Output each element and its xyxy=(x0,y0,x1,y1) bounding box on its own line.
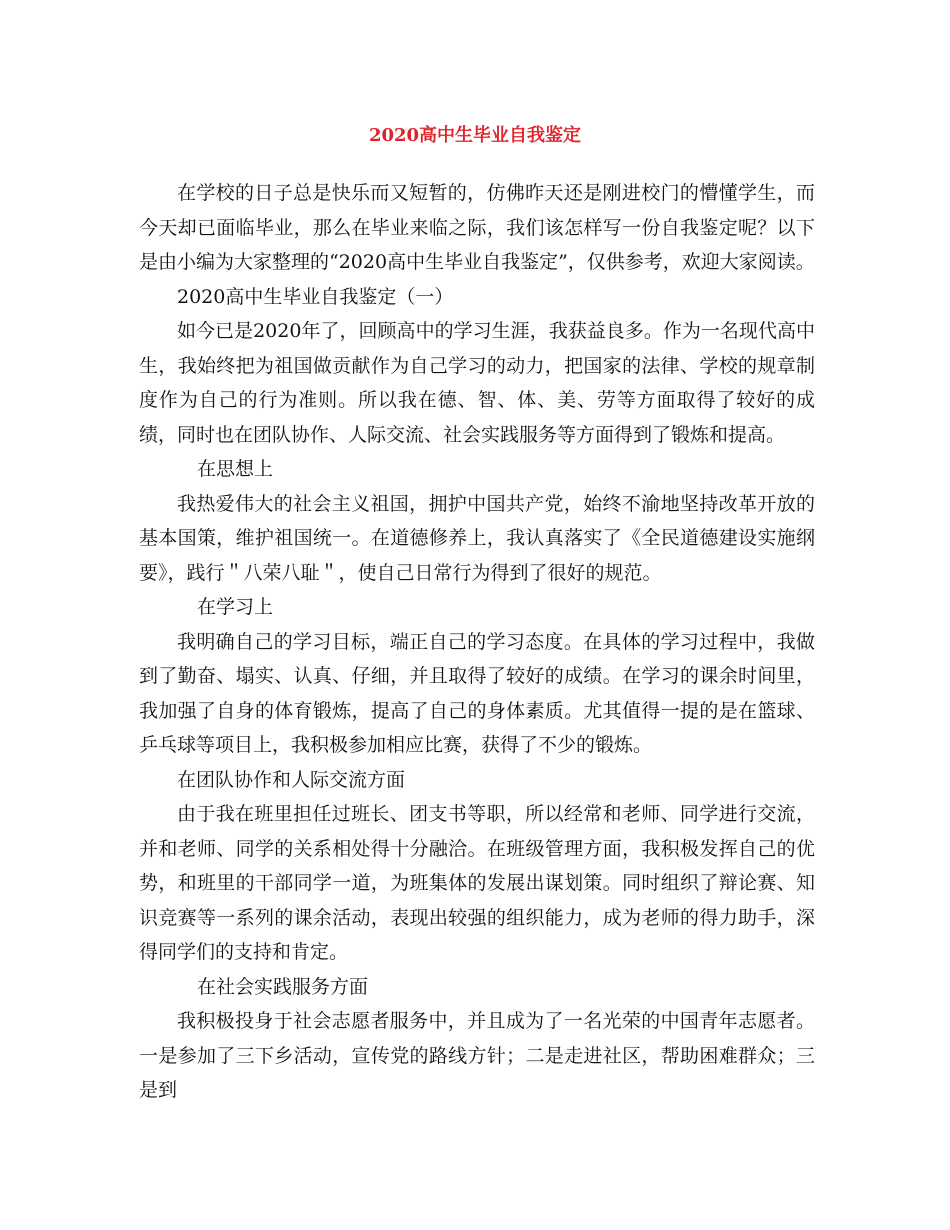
body-paragraph: 由于我在班里担任过班长、团支书等职，所以经常和老师、同学进行交流，并和老师、同学的关系相处得十分融洽。在班级管理方面，我积极发挥自己的优势，和班里的干部同学一道，为班集体的发展出谋划策。同时组织了辩论赛、知识竞赛等一系列的课余活动，表现出较强的组织能力，成为老师的得力助手，深得同学们的支持和肯定。 xyxy=(139,803,815,963)
body-paragraph: 我明确自己的学习目标，端正自己的学习态度。在具体的学习过程中，我做到了勤奋、塌实、认真、仔细，并且取得了较好的成绩。在学习的课余时间里，我加强了自身的体育锻炼，提高了自己的身体素质。尤其值得一提的是在篮球、乒乓球等项目上，我积极参加相应比赛，获得了不少的锻炼。 xyxy=(139,630,815,756)
subheading-teamwork: 在团队协作和人际交流方面 xyxy=(177,768,406,791)
body-paragraph: 我积极投身于社会志愿者服务中，并且成为了一名光荣的中国青年志愿者。一是参加了三下乡活动，宣传党的路线方针；二是走进社区，帮助困难群众；三是到 xyxy=(139,1010,815,1101)
document-body xyxy=(139,176,815,1108)
subheading-social-practice: 在社会实践服务方面 xyxy=(197,975,369,998)
body-paragraph: 我热爱伟大的社会主义祖国，拥护中国共产党，始终不渝地坚持改革开放的基本国策，维护祖国统一。在道德修养上，我认真落实了《全民道德建设实施纲要》，践行＂八荣八耻＂，使自己日常行为得到了很好的规范。 xyxy=(139,492,815,584)
body-paragraph: 如今已是2020年了，回顾高中的学习生涯，我获益良多。作为一名现代高中生，我始终把为祖国做贡献作为自己学习的动力，把国家的法律、学校的规章制度作为自己的行为准则。所以我在德、智、体、美、劳等方面取得了较好的成绩，同时也在团队协作、人际交流、社会实践服务等方面得到了锻炼和提高。 xyxy=(139,320,815,446)
subheading-ideology: 在思想上 xyxy=(197,458,274,480)
document-title: 2020高中生毕业自我鉴定 xyxy=(368,125,582,146)
subheading-study: 在学习上 xyxy=(197,596,274,618)
section-heading-part-one: 2020高中生毕业自我鉴定（一） xyxy=(177,285,454,308)
intro-paragraph: 在学校的日子总是快乐而又短暂的，仿佛昨天还是刚进校门的懵懂学生，而今天却已面临毕业，那么在毕业来临之际，我们该怎样写一份自我鉴定呢？以下是由小编为大家整理的“2020高中生毕业自我鉴定”，仅供参考，欢迎大家阅读。 xyxy=(139,182,815,273)
